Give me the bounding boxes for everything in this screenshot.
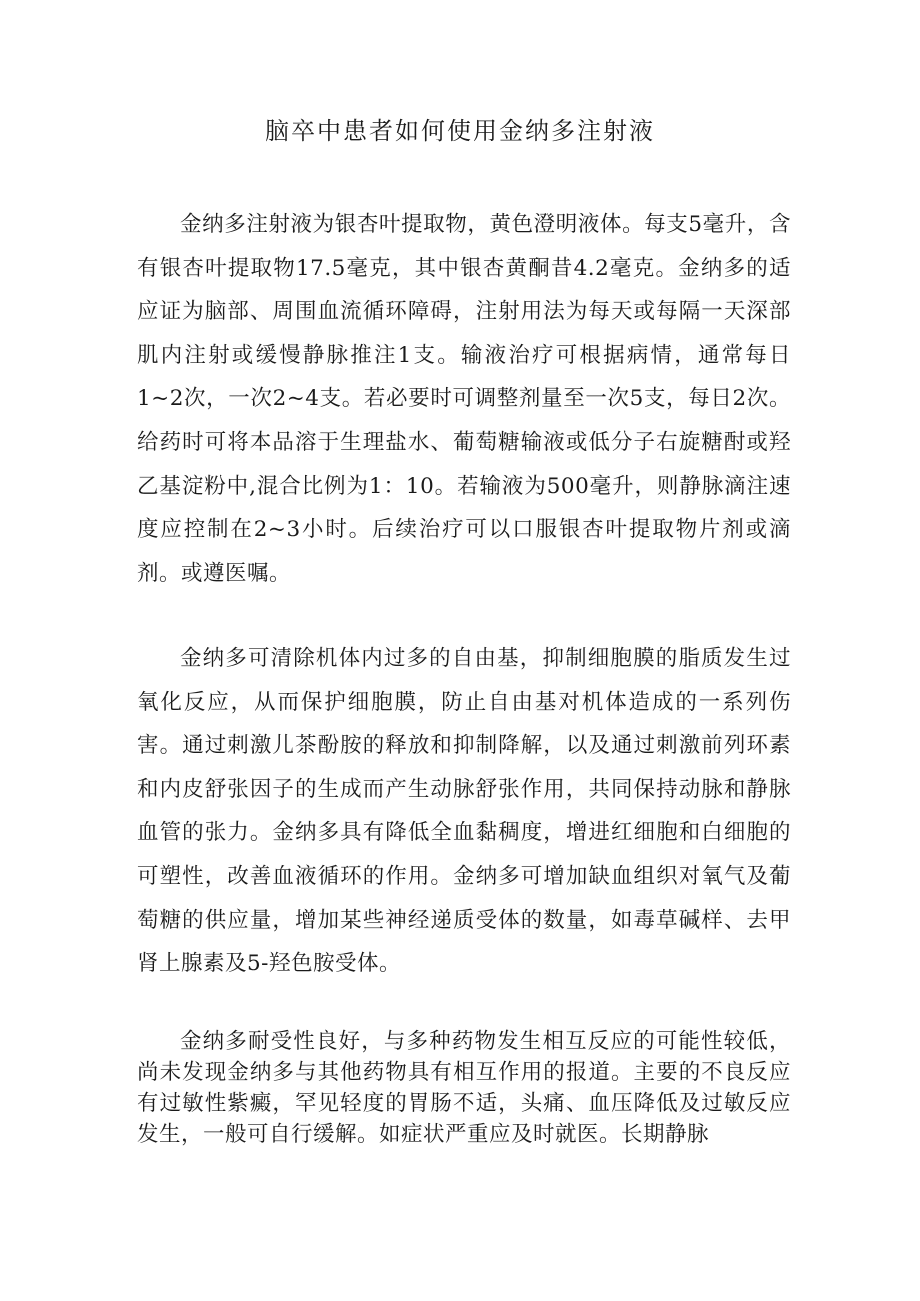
paragraph-side-effects: 金纳多耐受性良好，与多种药物发生相互反应的可能性较低，尚未发现金纳多与其他药物具有相互作用的报道。主要的不良反应有过敏性紫癜，罕见轻度的胃肠不适，头痛、血压降低及过敏反应发生，一般可自行缓解。如症状严重应及时就医。长期静脉 [137, 1029, 791, 1147]
paragraph-dosage: 金纳多注射液为银杏叶提取物，黄色澄明液体。每支5毫升，含有银杏叶提取物17.5毫克，其中银杏黄酮昔4.2毫克。金纳多的适应证为脑部、周围血流循环障碍，注射用法为每天或每隔一天深部肌内注射或缓慢静脉推注1支。输液治疗可根据病情，通常每日1~2次，一次2~4支。若必要时可调整剂量至一次5支，每日2次。给药时可将本品溶于生理盐水、葡萄糖输液或低分子右旋糖酎或羟乙基淀粉中,混合比例为1：10。若输液为500毫升，则静脉滴注速度应控制在2~3小时。后续治疗可以口服银杏叶提取物片剂或滴剂。或遵医嘱。 [137, 212, 791, 586]
document-title: 脑卒中患者如何使用金纳多注射液 [265, 117, 655, 145]
paragraph-mechanism: 金纳多可清除机体内过多的自由基，抑制细胞膜的脂质发生过氧化反应，从而保护细胞膜，防止自由基对机体造成的一系列伤害。通过刺激儿茶酚胺的释放和抑制降解，以及通过刺激前列环素和内皮舒张因子的生成而产生动脉舒张作用，共同保持动脉和静脉血管的张力。金纳多具有降低全血黏稠度，增进红细胞和白细胞的可塑性，改善血液循环的作用。金纳多可增加缺血组织对氧气及葡萄糖的供应量，增加某些神经递质受体的数量，如毒草碱样、去甲肾上腺素及5-羟色胺受体。 [137, 646, 791, 977]
